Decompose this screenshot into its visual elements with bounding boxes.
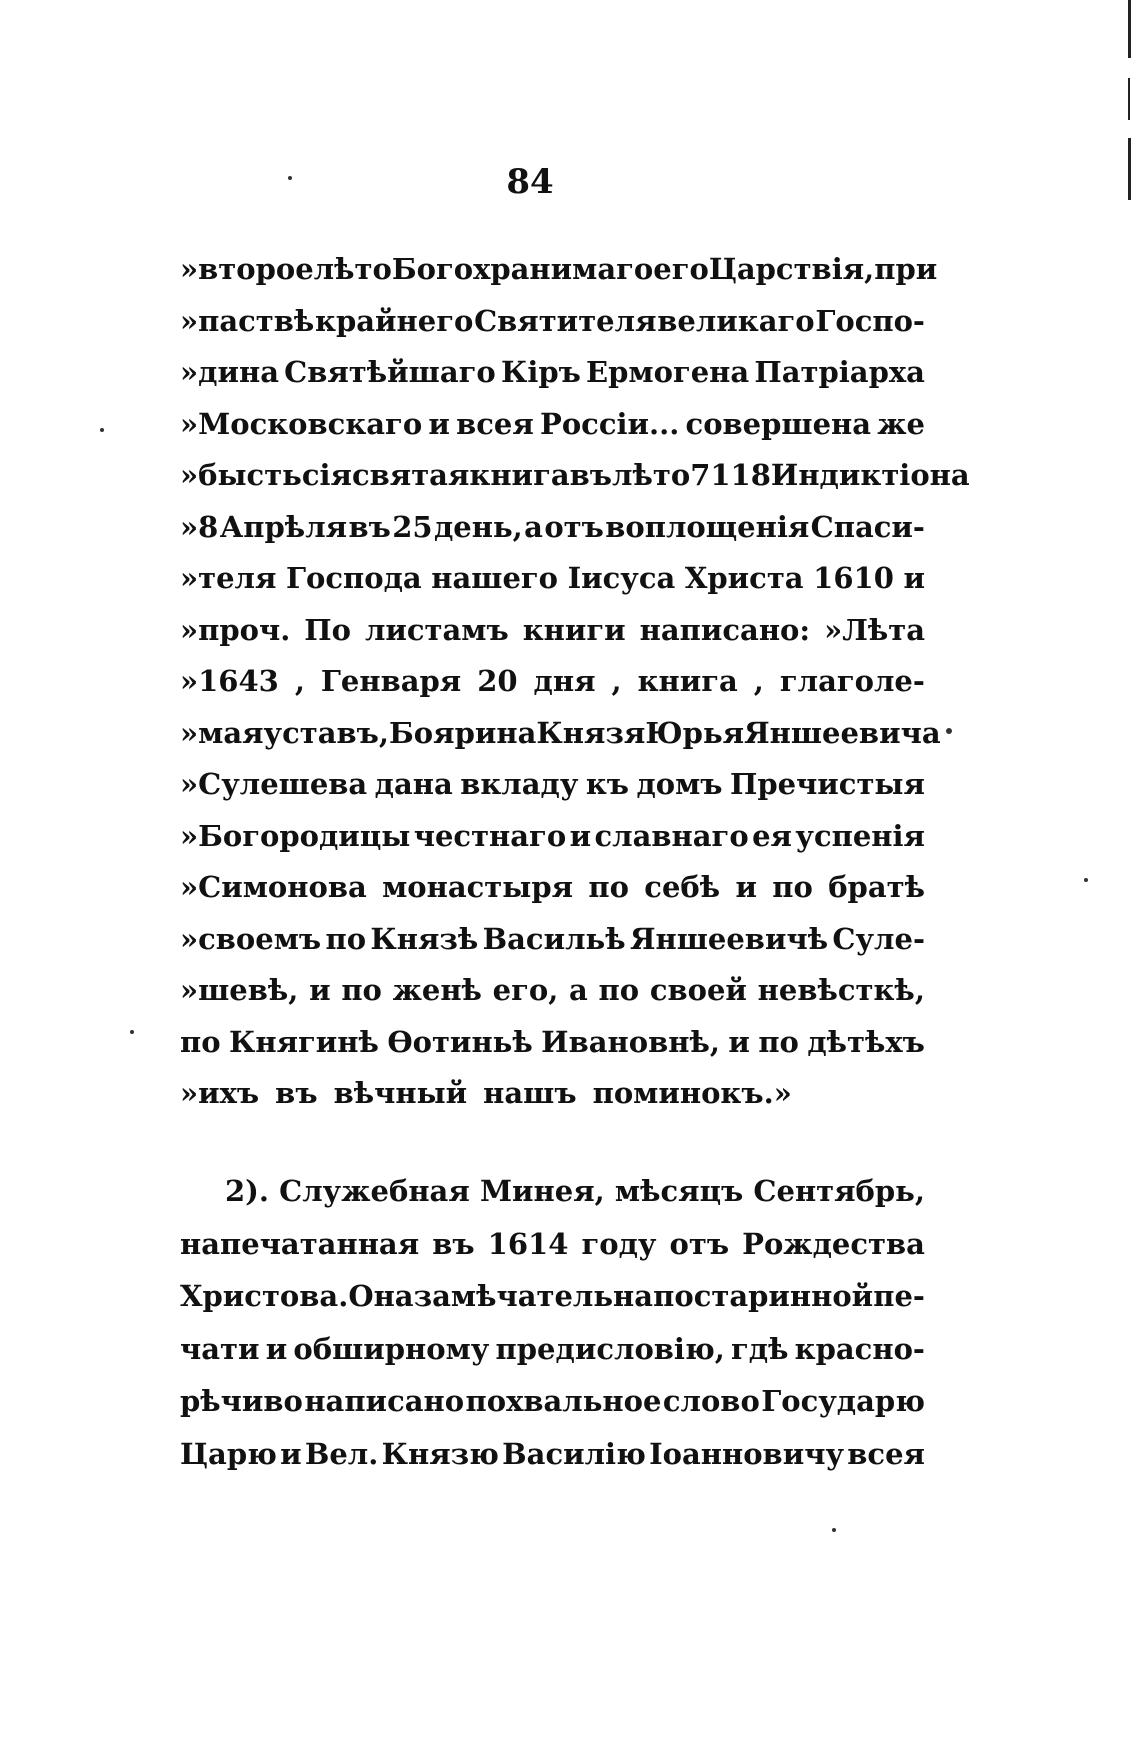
word: братѣ bbox=[828, 870, 925, 904]
word: Яншеевичѣ bbox=[629, 921, 829, 956]
word: и bbox=[728, 1024, 750, 1059]
word: »Московскаго bbox=[180, 406, 423, 441]
word: предисловію, bbox=[495, 1331, 725, 1366]
entry-line bbox=[180, 1375, 925, 1428]
word: написано bbox=[304, 1384, 465, 1418]
word: »8 bbox=[180, 509, 219, 544]
word: Христова. bbox=[180, 1279, 349, 1313]
page-edge-line-lower bbox=[1128, 138, 1131, 200]
word: въ bbox=[348, 509, 391, 544]
word: Царствія, bbox=[708, 252, 875, 286]
word: его bbox=[653, 252, 709, 286]
quote-line bbox=[180, 656, 925, 708]
word: святая bbox=[351, 458, 470, 492]
quote-line bbox=[180, 347, 925, 399]
word: Васильѣ bbox=[482, 921, 626, 956]
word: и bbox=[428, 406, 450, 441]
page-edge-line-top bbox=[1128, 0, 1131, 58]
word: »1643 bbox=[180, 664, 279, 698]
word: по bbox=[325, 921, 367, 956]
word: въ bbox=[432, 1226, 475, 1261]
word: дана bbox=[374, 767, 453, 801]
word: Князю bbox=[381, 1436, 499, 1471]
quoted-inscription bbox=[180, 244, 970, 1120]
quote-line bbox=[180, 1017, 925, 1069]
word: листамъ bbox=[364, 612, 509, 647]
quote-line bbox=[180, 399, 925, 451]
word: нашего bbox=[431, 561, 559, 595]
word: »своемъ bbox=[180, 921, 322, 956]
word: по bbox=[180, 1024, 221, 1059]
word: красно- bbox=[794, 1331, 925, 1366]
word: Индиктіона bbox=[770, 458, 970, 492]
word: старинной bbox=[693, 1279, 874, 1313]
word: Пречистыя bbox=[729, 767, 925, 801]
word: »паствѣ bbox=[180, 303, 315, 338]
word: »теля bbox=[180, 561, 277, 595]
word: гдѣ bbox=[730, 1331, 789, 1366]
word: »Симонова bbox=[180, 870, 367, 904]
word: великаго bbox=[657, 303, 815, 338]
word: , bbox=[294, 664, 305, 698]
quote-line bbox=[180, 862, 925, 914]
word: успенія bbox=[795, 818, 925, 853]
print-speck bbox=[832, 1528, 836, 1532]
word: Юрья bbox=[645, 715, 745, 750]
word: 7118 bbox=[690, 458, 771, 492]
word: честнаго bbox=[413, 818, 567, 853]
word: нашъ bbox=[483, 1076, 577, 1110]
print-speck bbox=[1084, 878, 1088, 882]
word: Боярина bbox=[389, 715, 537, 750]
quote-line bbox=[180, 244, 938, 296]
word: славнаго bbox=[594, 818, 749, 853]
entry-line bbox=[180, 1428, 925, 1481]
word: отъ bbox=[669, 1226, 730, 1261]
word: году bbox=[581, 1226, 657, 1261]
entry-line bbox=[180, 1323, 925, 1376]
word: по bbox=[758, 1024, 799, 1059]
quote-line bbox=[180, 502, 925, 554]
word: монастыря bbox=[382, 870, 574, 904]
word: дня bbox=[533, 664, 596, 698]
word: обширному bbox=[293, 1331, 490, 1366]
word: и bbox=[903, 561, 925, 595]
word: Минея, bbox=[479, 1174, 605, 1208]
quote-line bbox=[180, 759, 925, 811]
quote-line bbox=[180, 605, 925, 657]
word: Рождества bbox=[742, 1226, 925, 1261]
word: книги bbox=[522, 612, 626, 647]
word: Россіи... bbox=[540, 406, 680, 441]
word: Василію bbox=[502, 1436, 646, 1471]
word: написано: bbox=[639, 612, 811, 647]
word: сія bbox=[301, 458, 352, 492]
word: совершена bbox=[685, 406, 872, 441]
word: Князя bbox=[536, 715, 646, 750]
word: Генваря bbox=[320, 664, 462, 698]
word: Она bbox=[348, 1279, 414, 1313]
word: домъ bbox=[636, 767, 723, 801]
word: 1610 bbox=[813, 561, 894, 595]
word: въ bbox=[275, 1076, 318, 1110]
word: своей bbox=[649, 973, 747, 1007]
word: »шевѣ, bbox=[180, 973, 299, 1007]
word: , bbox=[611, 664, 622, 698]
word: себѣ bbox=[644, 870, 721, 904]
word: »Богородицы bbox=[180, 818, 411, 853]
page-number: 84 bbox=[506, 162, 554, 202]
quote-line bbox=[180, 811, 925, 863]
word: Богохранимаго bbox=[391, 252, 654, 286]
word: Христа bbox=[684, 561, 804, 595]
word: Спаси- bbox=[810, 509, 925, 544]
word: замѣчательна bbox=[413, 1279, 654, 1313]
word: къ bbox=[585, 767, 630, 801]
word: Государю bbox=[761, 1384, 925, 1418]
word: Ермогена bbox=[586, 355, 750, 389]
word: дѣтѣхъ bbox=[807, 1024, 925, 1059]
word: при bbox=[874, 252, 938, 286]
print-speck bbox=[946, 728, 952, 734]
word: »второе bbox=[180, 252, 314, 286]
print-speck bbox=[288, 176, 292, 180]
word: По bbox=[304, 612, 351, 647]
word: напечатанная bbox=[180, 1226, 420, 1261]
word: по bbox=[598, 973, 640, 1007]
print-speck bbox=[100, 428, 104, 432]
word: невѣсткѣ, bbox=[757, 973, 925, 1007]
word: по bbox=[341, 973, 382, 1007]
word: Патріарха bbox=[754, 355, 925, 389]
word: по bbox=[653, 1279, 694, 1313]
word: Сентябрь, bbox=[753, 1174, 925, 1208]
print-speck bbox=[130, 1030, 134, 1034]
word: день, bbox=[433, 509, 523, 544]
word: 2). bbox=[225, 1174, 269, 1208]
word: »Сулешева bbox=[180, 767, 368, 801]
word: »дина bbox=[180, 355, 279, 389]
word: лѣто bbox=[612, 458, 691, 492]
word: пе- bbox=[873, 1279, 925, 1313]
word: 20 bbox=[477, 664, 518, 698]
word: крайнего bbox=[315, 303, 474, 338]
word: Вел. bbox=[304, 1436, 379, 1471]
word: слово bbox=[662, 1384, 760, 1418]
word: »бысть bbox=[180, 458, 302, 492]
word: и bbox=[280, 1436, 302, 1471]
word: »проч. bbox=[180, 612, 291, 647]
word: Ивановнѣ, bbox=[541, 1024, 720, 1059]
word: и bbox=[735, 870, 757, 904]
entry-line bbox=[180, 1218, 925, 1271]
word: а bbox=[524, 509, 543, 544]
entry-line bbox=[180, 1165, 925, 1218]
quote-line bbox=[180, 553, 925, 605]
word: Апрѣля bbox=[219, 509, 348, 544]
word: и bbox=[569, 818, 592, 853]
word: Святѣйшаго bbox=[284, 355, 496, 389]
word: лѣто bbox=[313, 252, 392, 286]
word: Іисуса bbox=[567, 561, 676, 595]
word: женѣ bbox=[392, 973, 482, 1007]
word: рѣчиво bbox=[180, 1384, 303, 1418]
quote-line bbox=[180, 965, 925, 1017]
quote-line bbox=[180, 914, 925, 966]
word: Ѳотиньѣ bbox=[387, 1024, 533, 1059]
word: Князѣ bbox=[370, 921, 479, 956]
word: Суле- bbox=[832, 921, 925, 956]
word: воплощенія bbox=[605, 509, 810, 544]
word: Служебная bbox=[279, 1174, 470, 1208]
word: 1614 bbox=[487, 1226, 569, 1261]
quote-line bbox=[180, 296, 925, 348]
quote-line bbox=[180, 708, 941, 760]
word: мѣсяцъ bbox=[614, 1174, 744, 1208]
word: въ bbox=[569, 458, 613, 492]
word: его, bbox=[492, 973, 559, 1007]
word: и bbox=[309, 973, 331, 1007]
word: Іоанновичу bbox=[649, 1436, 845, 1471]
word: вѣчный bbox=[333, 1076, 468, 1110]
word: же bbox=[877, 406, 925, 441]
word: ея bbox=[752, 818, 792, 853]
word: и bbox=[265, 1331, 288, 1366]
word: »ихъ bbox=[180, 1076, 260, 1110]
word: похвальное bbox=[465, 1384, 662, 1418]
word: чати bbox=[180, 1331, 260, 1366]
word: Княгинѣ bbox=[229, 1024, 379, 1059]
word: отъ bbox=[544, 509, 604, 544]
word: глаголе- bbox=[779, 664, 925, 698]
word: , bbox=[753, 664, 764, 698]
quote-line bbox=[180, 1068, 925, 1120]
page-edge-line-middle bbox=[1128, 78, 1130, 120]
word: всея bbox=[847, 1436, 925, 1471]
word: Святителя bbox=[474, 303, 657, 338]
word: »мая bbox=[180, 715, 264, 750]
word: уставъ, bbox=[263, 715, 390, 750]
word: Кiръ bbox=[500, 355, 581, 389]
word: поминокъ.» bbox=[592, 1076, 792, 1110]
word: Госпо- bbox=[815, 303, 925, 338]
word: »Лѣта bbox=[824, 612, 925, 647]
word: книга bbox=[637, 664, 738, 698]
word: книга bbox=[469, 458, 570, 492]
word: 25 bbox=[392, 509, 433, 544]
entry-line bbox=[180, 1270, 925, 1323]
word: вкладу bbox=[460, 767, 579, 801]
word: а bbox=[569, 973, 588, 1007]
word: Господа bbox=[285, 561, 422, 595]
catalog-entry-2 bbox=[180, 1165, 925, 1480]
word: всея bbox=[456, 406, 534, 441]
quote-line bbox=[180, 450, 970, 502]
word: Яншеевича bbox=[744, 715, 941, 750]
word: по bbox=[588, 870, 629, 904]
word: по bbox=[772, 870, 813, 904]
word: Царю bbox=[180, 1436, 277, 1471]
